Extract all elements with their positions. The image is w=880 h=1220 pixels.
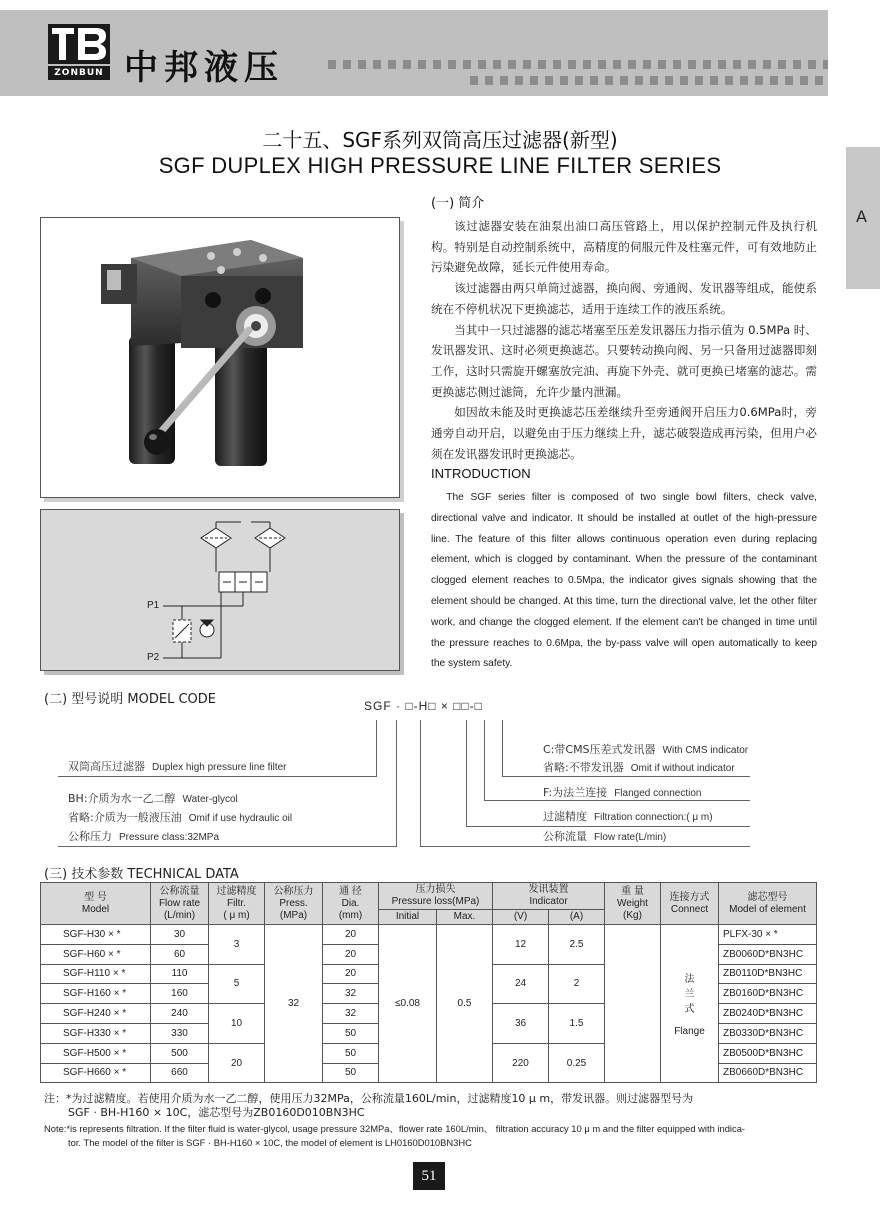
mc-line: [502, 776, 750, 777]
table-row: SGF-H240 × * 240 10 32 36 1.5 ZB0240D*BN3HC: [41, 1004, 817, 1024]
intro-paragraph: 该过滤器由两只单筒过滤器，换向阀、旁通阀、发讯器等组成，能使系统在不停机状况下更换滤芯，适用于连续工作的液压系统。: [431, 281, 817, 316]
table-row: SGF-H110 × * 110 5 20 24 2 ZB0110D*BN3HC: [41, 964, 817, 984]
note-english: [44, 1122, 820, 1150]
mc-line: [502, 720, 503, 776]
page-number: 51: [413, 1162, 445, 1190]
col-indicator: 发讯装置 Indicator: [493, 883, 605, 910]
col-pressure: 公称压力 Press. (MPa): [265, 883, 323, 925]
note-chinese: [44, 1092, 693, 1120]
title-chinese: 二十五、SGF系列双筒高压过滤器(新型): [262, 128, 618, 152]
product-photo: [40, 217, 400, 498]
mc-line: [420, 846, 750, 847]
mc-line: [420, 720, 421, 846]
table-row: SGF-H330 × * 330 50 ZB0330D*BN3HC: [41, 1023, 817, 1043]
header-dots-bottom: [470, 76, 828, 85]
col-filtration: 过滤精度 Filtr. ( μ m): [209, 883, 265, 925]
loss-max-value: 0.5: [437, 925, 493, 1083]
intro-text-en: [431, 488, 817, 675]
note-en-line: Note:*is represents filtration. If the filter fluid is water-glycol, usage pressure 32MPa、flower rate 160L/min、 filtration accuracy 10 μ m and the filter equipped with indica-: [44, 1123, 746, 1134]
port-p1-label: P1: [147, 600, 160, 611]
col-connect: 连接方式 Connect: [661, 883, 719, 925]
mc-line: [58, 846, 397, 847]
title-english: SGF DUPLEX HIGH PRESSURE LINE FILTER SERIES: [158, 153, 722, 178]
col-model: 型 号 Model: [41, 883, 151, 925]
filtr-group: 10: [209, 1004, 265, 1044]
port-p2-label: P2: [147, 652, 160, 663]
mc-bh: BH:介质为水一乙二醇 Water-glycol: [68, 792, 238, 805]
col-loss-max: Max.: [437, 910, 493, 925]
mc-cms: C:带CMS压差式发讯器 With CMS indicator: [543, 743, 749, 756]
mc-line: [58, 776, 377, 777]
col-weight: 重 量 Weight (Kg): [605, 883, 661, 925]
loss-initial-value: ≤0.08: [379, 925, 437, 1083]
col-ind-a: (A): [549, 910, 605, 925]
header-dots-top: [328, 60, 828, 69]
table-row: SGF-H60 × * 60 20 ZB0060D*BN3HC: [41, 944, 817, 964]
ind-v: 24: [493, 964, 549, 1004]
intro-heading-en: INTRODUCTION: [431, 466, 531, 481]
connect-value: 法 兰 式 Flange: [661, 925, 719, 1083]
note-cn-line: SGF · BH-H160 × 10C，滤芯型号为ZB0160D010BN3HC: [68, 1106, 365, 1119]
mc-noind: 省略:不带发讯器 Omit if without indicator: [543, 761, 735, 774]
ind-a: 2: [549, 964, 605, 1004]
mc-line: [484, 800, 750, 801]
technical-data-table: [40, 882, 817, 1083]
col-ind-v: (V): [493, 910, 549, 925]
col-element: 滤芯型号 Model of element: [719, 883, 817, 925]
filtr-group: 20: [209, 1043, 265, 1083]
section-tab-label: A: [856, 207, 867, 226]
table-row: SGF-H500 × * 500 20 50 220 0.25 ZB0500D*BN3HC: [41, 1043, 817, 1063]
mc-line: [396, 720, 397, 846]
weight-value: [605, 925, 661, 1083]
ind-a: 1.5: [549, 1004, 605, 1044]
mc-omit: 省略:介质为一般液压油 Omif if use hydraulic oil: [68, 811, 293, 824]
mc-duplex: 双筒高压过滤器 Duplex high pressure line filter: [68, 760, 287, 773]
note-en-line: tor. The model of the filter is SGF · BH-H160 × 10C, the model of element is LH0160D010BN3HC: [68, 1137, 472, 1148]
col-diameter: 通 径 Dia. (mm): [323, 883, 379, 925]
intro-paragraph-en: The SGF series filter is composed of two single bowl filters, check valve, directional valve and indicator. It should be installed at outlet of the high-pressure line. The feature of this filter allows continuous operation even during replacing element, which is clogged by contaminant. When the pressure of the contaminant clogged element reaches to 0.5Mpa, the indicator gives signals showing that the element should be changed. At this time, turn the directional valve, let the other filter work, and change the clogged element. If the element can't be changed in time until the pressure reaches to 0.6Mpa, the by-pass valve will open automatically to keep the system safety.: [431, 492, 817, 670]
logo-mark: [48, 24, 110, 64]
mc-line: [466, 720, 467, 826]
col-pressure-loss: 压力损失 Pressure loss(MPa): [379, 883, 493, 910]
mc-flow: 公称流量 Flow rate(L/min): [543, 830, 667, 843]
mc-filtration: 过滤精度 Filtration connection:( μ m): [543, 810, 713, 823]
intro-paragraph: 该过滤器安装在油泵出油口高压管路上，用以保护控制元件及执行机构。特别是自动控制系统中，高精度的伺服元件及柱塞元件，可有效地防止污染避免故障，延长元件使用寿命。: [431, 219, 817, 275]
mc-flange: F:为法兰连接 Flanged connection: [543, 786, 702, 799]
col-loss-initial: Initial: [379, 910, 437, 925]
ind-v: 12: [493, 925, 549, 965]
logo-text: ZONBUN: [48, 66, 110, 80]
mc-line: [466, 826, 750, 827]
ind-a: 0.25: [549, 1043, 605, 1083]
intro-paragraph: 当其中一只过滤器的滤芯堵塞至压差发讯器压力指示值为 0.5MPa 时、发讯器发讯、这时必须更换滤芯。只要转动换向阀、另一只备用过滤器即刻工作，这时只需旋开螺塞放完油、再旋下外壳、就可更换已堵塞的滤芯。需更换滤芯侧过滤筒，允许少量内泄漏。: [431, 322, 817, 399]
ind-a: 2.5: [549, 925, 605, 965]
model-code-pattern: SGF · □-H□ × □□-□: [364, 699, 483, 713]
pressure-value: 32: [265, 925, 323, 1083]
intro-text-cn: [431, 216, 817, 464]
ind-v: 36: [493, 1004, 549, 1044]
table-row: SGF-H660 × * 660 50 ZB0660D*BN3HC: [41, 1063, 817, 1083]
table-row: SGF-H30 × * 30 3 32 20 ≤0.08 0.5 12 2.5 法 兰 式 Flange PLFX-30 × *: [41, 925, 817, 945]
technical-heading: (三) 技术参数 TECHNICAL DATA: [44, 867, 239, 882]
intro-heading-cn: (一) 简介: [431, 196, 485, 211]
mc-pressure: 公称压力 Pressure class:32MPa: [68, 830, 220, 843]
mc-line: [484, 720, 485, 800]
filtr-group: 3: [209, 925, 265, 965]
note-cn-line: 注：*为过滤精度。若使用介质为水一乙二醇，使用压力32MPa，公称流量160L/min，过滤精度10 μ m，带发讯器。则过滤器型号为: [44, 1092, 694, 1105]
col-flow: 公称流量 Flow rate (L/min): [151, 883, 209, 925]
intro-paragraph: 如因故未能及时更换滤芯压差继续升至旁通阀开启压力0.6MPa时，旁通旁自动开启，以避免由于压力继续上升，滤芯破裂造成再污染，但用户必须在发讯器发讯时更换滤芯。: [431, 405, 817, 461]
model-code-heading: (二) 型号说明 MODEL CODE: [44, 692, 216, 707]
ind-v: 220: [493, 1043, 549, 1083]
company-name: 中邦液压: [124, 48, 284, 88]
filtr-group: 5: [209, 964, 265, 1004]
mc-line: [376, 720, 377, 776]
hydraulic-diagram: [40, 509, 400, 671]
table-row: SGF-H160 × * 160 32 ZB0160D*BN3HC: [41, 984, 817, 1004]
